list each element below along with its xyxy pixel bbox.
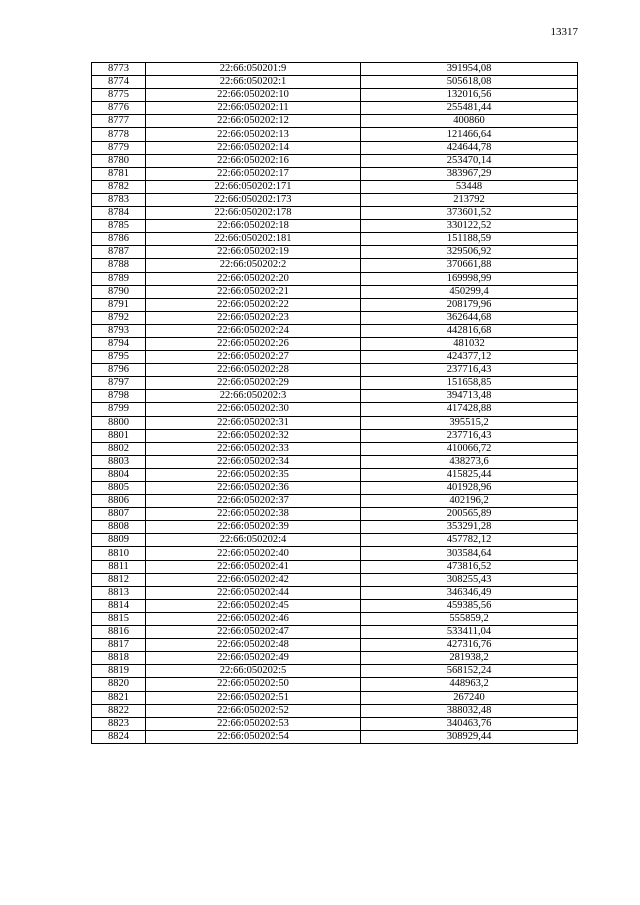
table-row [92,180,578,193]
table-row [92,547,578,560]
table-row [92,324,578,337]
cadastral-number-cell: 22:66:050202:20 [146,272,361,285]
cadastral-number-cell: 22:66:050202:51 [146,691,361,704]
row-number-cell: 8819 [92,665,146,678]
table-row [92,76,578,89]
table-row [92,337,578,350]
table-row [92,141,578,154]
value-cell: 457782,12 [361,534,578,547]
cadastral-number-cell: 22:66:050202:50 [146,678,361,691]
cadastral-number-cell: 22:66:050202:13 [146,128,361,141]
cadastral-number-cell: 22:66:050202:52 [146,704,361,717]
row-number-cell: 8776 [92,102,146,115]
row-number-cell: 8820 [92,678,146,691]
cadastral-number-cell: 22:66:050202:33 [146,442,361,455]
row-number-cell: 8773 [92,63,146,76]
table-row [92,612,578,625]
table-row [92,102,578,115]
table-row [92,233,578,246]
table-row [92,599,578,612]
row-number-cell: 8804 [92,468,146,481]
cadastral-number-cell: 22:66:050201:9 [146,63,361,76]
table-row [92,534,578,547]
value-cell: 151188,59 [361,233,578,246]
cadastral-number-cell: 22:66:050202:28 [146,364,361,377]
value-cell: 267240 [361,691,578,704]
table-row [92,403,578,416]
cadastral-number-cell: 22:66:050202:37 [146,495,361,508]
cadastral-number-cell: 22:66:050202:19 [146,246,361,259]
row-number-cell: 8808 [92,521,146,534]
row-number-cell: 8812 [92,573,146,586]
table-row [92,207,578,220]
cadastral-number-cell: 22:66:050202:39 [146,521,361,534]
value-cell: 373601,52 [361,207,578,220]
row-number-cell: 8788 [92,259,146,272]
row-number-cell: 8807 [92,508,146,521]
cadastral-number-cell: 22:66:050202:2 [146,259,361,272]
table-row [92,429,578,442]
cadastral-number-cell: 22:66:050202:16 [146,154,361,167]
row-number-cell: 8779 [92,141,146,154]
value-cell: 169998,99 [361,272,578,285]
cadastral-number-cell: 22:66:050202:21 [146,285,361,298]
table-row [92,63,578,76]
row-number-cell: 8815 [92,612,146,625]
table-row [92,416,578,429]
table-row [92,560,578,573]
row-number-cell: 8797 [92,377,146,390]
cadastral-number-cell: 22:66:050202:10 [146,89,361,102]
table-row [92,508,578,521]
cadastral-number-cell: 22:66:050202:32 [146,429,361,442]
row-number-cell: 8813 [92,586,146,599]
row-number-cell: 8794 [92,337,146,350]
value-cell: 370661,88 [361,259,578,272]
page-number: 13317 [550,26,578,38]
row-number-cell: 8811 [92,560,146,573]
table-row [92,167,578,180]
table-row [92,311,578,324]
value-cell: 237716,43 [361,364,578,377]
table-row [92,298,578,311]
value-cell: 450299,4 [361,285,578,298]
value-cell: 424644,78 [361,141,578,154]
cadastral-number-cell: 22:66:050202:47 [146,626,361,639]
value-cell: 438273,6 [361,455,578,468]
table-row [92,495,578,508]
cadastral-number-cell: 22:66:050202:22 [146,298,361,311]
value-cell: 401928,96 [361,482,578,495]
table-row [92,730,578,743]
table-row [92,364,578,377]
table-row [92,89,578,102]
value-cell: 132016,56 [361,89,578,102]
value-cell: 340463,76 [361,717,578,730]
cadastral-number-cell: 22:66:050202:29 [146,377,361,390]
cadastral-number-cell: 22:66:050202:42 [146,573,361,586]
cadastral-number-cell: 22:66:050202:53 [146,717,361,730]
table-row [92,246,578,259]
value-cell: 442816,68 [361,324,578,337]
table-row [92,442,578,455]
cadastral-number-cell: 22:66:050202:26 [146,337,361,350]
table-row [92,115,578,128]
cadastral-table [91,62,578,744]
value-cell: 353291,28 [361,521,578,534]
value-cell: 121466,64 [361,128,578,141]
cadastral-number-cell: 22:66:050202:34 [146,455,361,468]
row-number-cell: 8785 [92,220,146,233]
row-number-cell: 8818 [92,652,146,665]
cadastral-number-cell: 22:66:050202:12 [146,115,361,128]
value-cell: 505618,08 [361,76,578,89]
table-row [92,586,578,599]
cadastral-number-cell: 22:66:050202:178 [146,207,361,220]
value-cell: 481032 [361,337,578,350]
table-row [92,272,578,285]
value-cell: 383967,29 [361,167,578,180]
cadastral-number-cell: 22:66:050202:5 [146,665,361,678]
table-row [92,285,578,298]
cadastral-number-cell: 22:66:050202:1 [146,76,361,89]
cadastral-number-cell: 22:66:050202:3 [146,390,361,403]
value-cell: 391954,08 [361,63,578,76]
cadastral-number-cell: 22:66:050202:31 [146,416,361,429]
value-cell: 417428,88 [361,403,578,416]
row-number-cell: 8795 [92,351,146,364]
row-number-cell: 8814 [92,599,146,612]
value-cell: 330122,52 [361,220,578,233]
cadastral-number-cell: 22:66:050202:17 [146,167,361,180]
row-number-cell: 8817 [92,639,146,652]
value-cell: 395515,2 [361,416,578,429]
row-number-cell: 8806 [92,495,146,508]
row-number-cell: 8823 [92,717,146,730]
value-cell: 308255,43 [361,573,578,586]
value-cell: 394713,48 [361,390,578,403]
table-row [92,665,578,678]
value-cell: 213792 [361,193,578,206]
value-cell: 533411,04 [361,626,578,639]
cadastral-number-cell: 22:66:050202:35 [146,468,361,481]
row-number-cell: 8781 [92,167,146,180]
table-row [92,259,578,272]
row-number-cell: 8787 [92,246,146,259]
table-row [92,128,578,141]
table-row [92,639,578,652]
table-row [92,691,578,704]
cadastral-number-cell: 22:66:050202:40 [146,547,361,560]
table-row [92,678,578,691]
cadastral-number-cell: 22:66:050202:45 [146,599,361,612]
value-cell: 346346,49 [361,586,578,599]
cadastral-number-cell: 22:66:050202:11 [146,102,361,115]
value-cell: 200565,89 [361,508,578,521]
table-row [92,626,578,639]
value-cell: 253470,14 [361,154,578,167]
row-number-cell: 8780 [92,154,146,167]
row-number-cell: 8774 [92,76,146,89]
value-cell: 415825,44 [361,468,578,481]
table-row [92,704,578,717]
value-cell: 568152,24 [361,665,578,678]
row-number-cell: 8798 [92,390,146,403]
cadastral-number-cell: 22:66:050202:54 [146,730,361,743]
row-number-cell: 8775 [92,89,146,102]
value-cell: 255481,44 [361,102,578,115]
value-cell: 410066,72 [361,442,578,455]
row-number-cell: 8792 [92,311,146,324]
row-number-cell: 8796 [92,364,146,377]
row-number-cell: 8821 [92,691,146,704]
table-row [92,390,578,403]
cadastral-number-cell: 22:66:050202:48 [146,639,361,652]
table-row [92,154,578,167]
table-row [92,377,578,390]
value-cell: 362644,68 [361,311,578,324]
row-number-cell: 8789 [92,272,146,285]
row-number-cell: 8799 [92,403,146,416]
value-cell: 427316,76 [361,639,578,652]
row-number-cell: 8816 [92,626,146,639]
table-row [92,455,578,468]
row-number-cell: 8803 [92,455,146,468]
row-number-cell: 8801 [92,429,146,442]
value-cell: 308929,44 [361,730,578,743]
cadastral-number-cell: 22:66:050202:27 [146,351,361,364]
value-cell: 208179,96 [361,298,578,311]
table-row [92,717,578,730]
value-cell: 388032,48 [361,704,578,717]
cadastral-number-cell: 22:66:050202:23 [146,311,361,324]
row-number-cell: 8824 [92,730,146,743]
cadastral-number-cell: 22:66:050202:38 [146,508,361,521]
value-cell: 53448 [361,180,578,193]
table-row [92,573,578,586]
value-cell: 448963,2 [361,678,578,691]
row-number-cell: 8793 [92,324,146,337]
row-number-cell: 8777 [92,115,146,128]
table-row [92,652,578,665]
table-row [92,521,578,534]
row-number-cell: 8802 [92,442,146,455]
row-number-cell: 8786 [92,233,146,246]
row-number-cell: 8810 [92,547,146,560]
cadastral-number-cell: 22:66:050202:18 [146,220,361,233]
row-number-cell: 8778 [92,128,146,141]
cadastral-number-cell: 22:66:050202:4 [146,534,361,547]
value-cell: 281938,2 [361,652,578,665]
cadastral-number-cell: 22:66:050202:181 [146,233,361,246]
row-number-cell: 8791 [92,298,146,311]
value-cell: 555859,2 [361,612,578,625]
value-cell: 424377,12 [361,351,578,364]
value-cell: 329506,92 [361,246,578,259]
cadastral-number-cell: 22:66:050202:30 [146,403,361,416]
table-body [92,63,578,744]
row-number-cell: 8822 [92,704,146,717]
table-row [92,351,578,364]
cadastral-number-cell: 22:66:050202:173 [146,193,361,206]
row-number-cell: 8784 [92,207,146,220]
value-cell: 402196,2 [361,495,578,508]
value-cell: 303584,64 [361,547,578,560]
cadastral-number-cell: 22:66:050202:49 [146,652,361,665]
value-cell: 473816,52 [361,560,578,573]
table-row [92,220,578,233]
cadastral-number-cell: 22:66:050202:14 [146,141,361,154]
table-row [92,468,578,481]
row-number-cell: 8782 [92,180,146,193]
value-cell: 459385,56 [361,599,578,612]
row-number-cell: 8805 [92,482,146,495]
value-cell: 400860 [361,115,578,128]
cadastral-number-cell: 22:66:050202:171 [146,180,361,193]
row-number-cell: 8809 [92,534,146,547]
cadastral-number-cell: 22:66:050202:36 [146,482,361,495]
cadastral-number-cell: 22:66:050202:41 [146,560,361,573]
value-cell: 151658,85 [361,377,578,390]
value-cell: 237716,43 [361,429,578,442]
row-number-cell: 8783 [92,193,146,206]
table-row [92,193,578,206]
cadastral-number-cell: 22:66:050202:46 [146,612,361,625]
row-number-cell: 8790 [92,285,146,298]
row-number-cell: 8800 [92,416,146,429]
table-row [92,482,578,495]
cadastral-number-cell: 22:66:050202:24 [146,324,361,337]
cadastral-number-cell: 22:66:050202:44 [146,586,361,599]
